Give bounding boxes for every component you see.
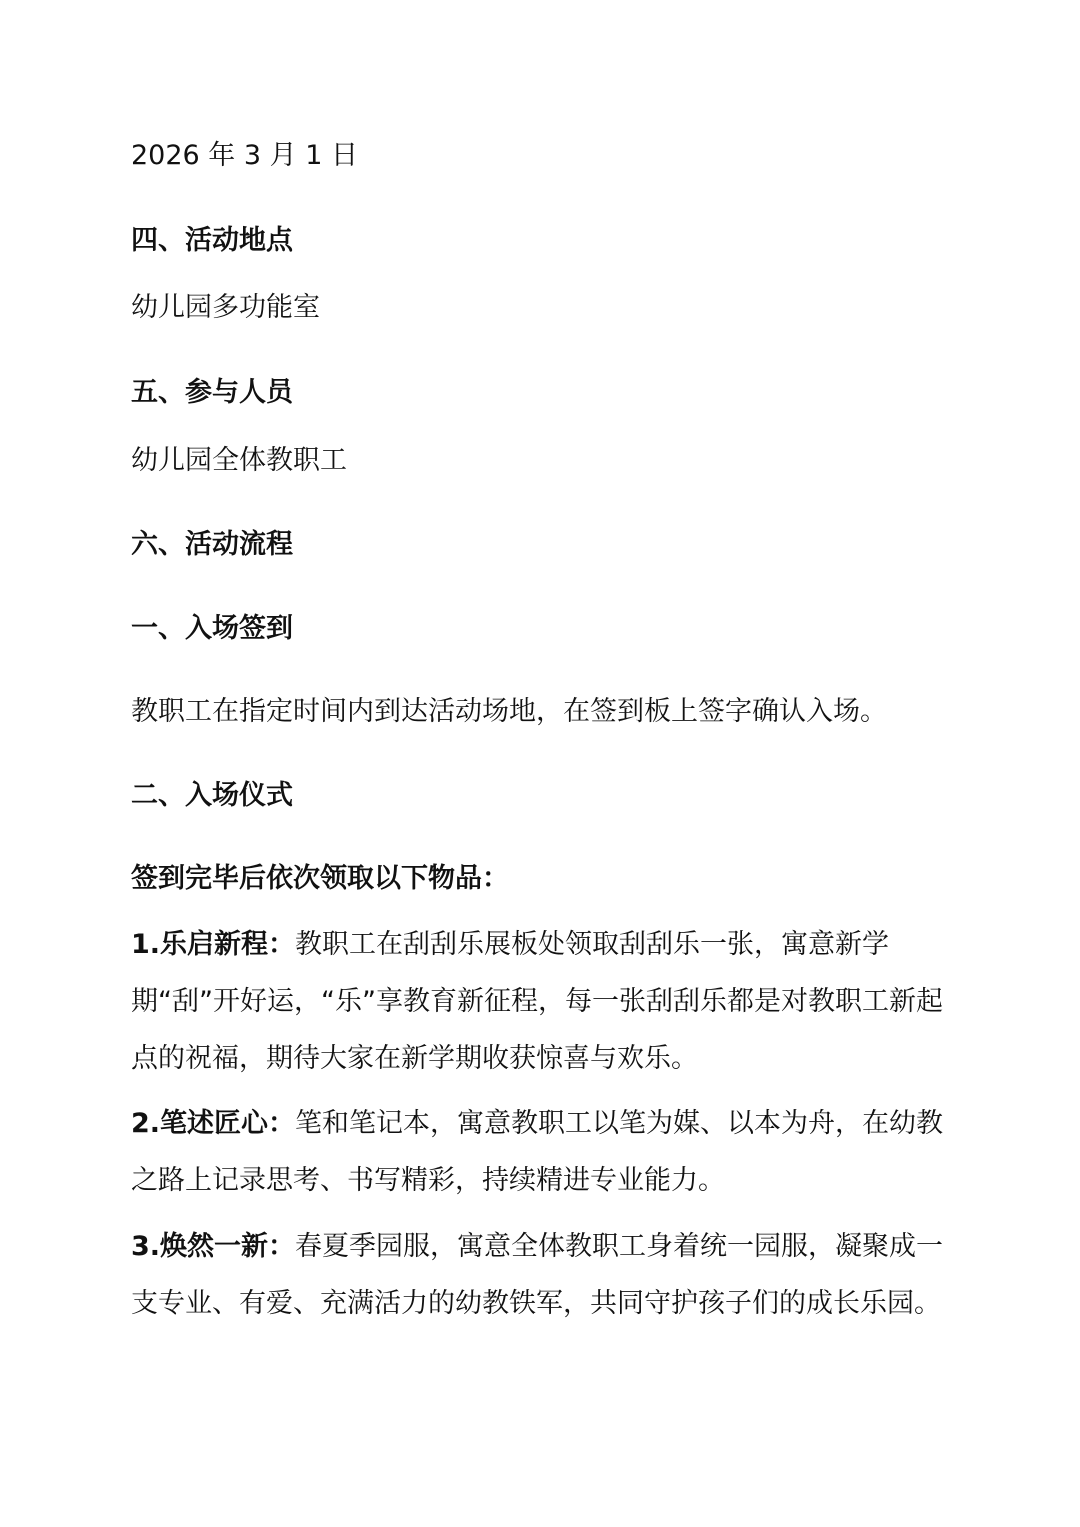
step-heading-ceremony: 二、入场仪式: [131, 780, 293, 811]
item-lead: 2.笔述匠心：: [131, 1108, 296, 1139]
item-lead: 1.乐启新程：: [131, 929, 296, 960]
participants-text: 幼儿园全体教职工: [131, 445, 347, 476]
step-heading-signin: 一、入场签到: [131, 613, 293, 644]
item-text: 笔和笔记本，寓意教职工以笔为媒、以本为舟，在幼教之路上记录思考、书写精彩，持续精进专业能力。: [131, 1108, 944, 1196]
location-text: 幼儿园多功能室: [131, 292, 320, 323]
section-heading-location: 四、活动地点: [131, 225, 293, 256]
item-text: 春夏季园服，寓意全体教职工身着统一园服，凝聚成一支专业、有爱、充满活力的幼教铁军，共同守护孩子们的成长乐园。: [131, 1231, 944, 1319]
section-heading-participants: 五、参与人员: [131, 377, 293, 408]
item-paragraph: [131, 1095, 961, 1209]
item-paragraph: [131, 1218, 961, 1332]
date-text: 2026 年 3 月 1 日: [131, 140, 358, 171]
signin-text: 教职工在指定时间内到达活动场地，在签到板上签字确认入场。: [131, 696, 887, 727]
ceremony-intro: 签到完毕后依次领取以下物品：: [131, 863, 509, 894]
item-text: 教职工在刮刮乐展板处领取刮刮乐一张，寓意新学期“刮”开好运，“乐”享教育新征程，每一张刮刮乐都是对教职工新起点的祝福，期待大家在新学期收获惊喜与欢乐。: [131, 929, 943, 1074]
item-paragraph: [131, 916, 961, 1087]
item-lead: 3.焕然一新：: [131, 1231, 296, 1262]
section-heading-process: 六、活动流程: [131, 529, 293, 560]
